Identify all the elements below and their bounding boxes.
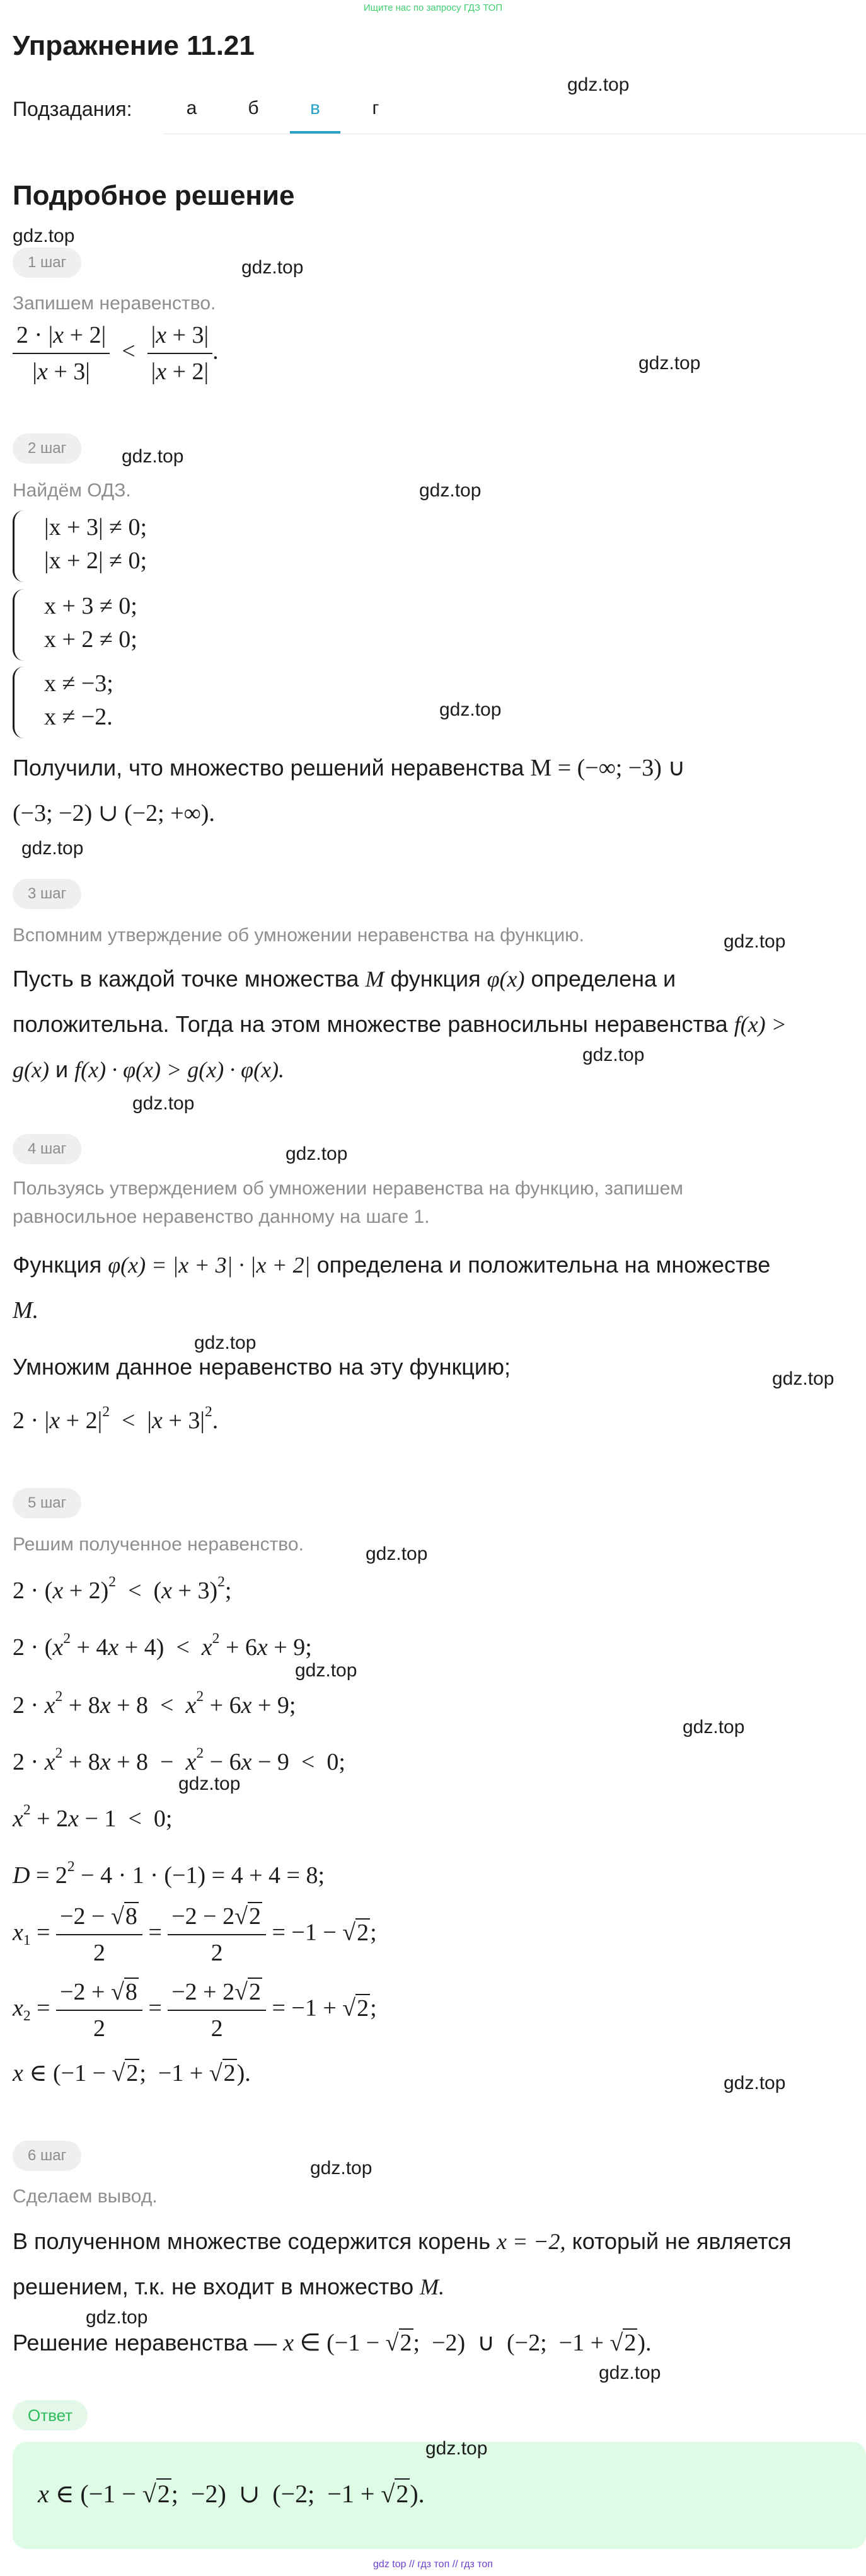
watermark: gdz.top <box>310 2158 372 2178</box>
watermark: gdz.top <box>439 699 502 720</box>
step-badge-5: 5 шаг <box>13 1488 81 1518</box>
tab-g[interactable]: г <box>372 98 379 118</box>
system-3-line-1: x ≠ −3; <box>44 670 113 697</box>
step-6-line-3: Решение неравенства — x ∈ (−1 − √2; −2) ∪ (−2; −1 + √2). <box>13 2330 652 2356</box>
page-title: Упражнение 11.21 <box>13 30 255 61</box>
watermark: gdz.top <box>295 1660 357 1681</box>
watermark: gdz.top <box>425 2438 488 2459</box>
system-1-line-2: |x + 2| ≠ 0; <box>44 547 147 574</box>
answer-expression: x ∈ (−1 − √2; −2) ∪ (−2; −1 + √2). <box>38 2480 425 2508</box>
step-4-set: M. <box>13 1297 39 1324</box>
step-5-line-2: $2 \cdot (x^2 + 4x + 4) < x^2 + 6x + 9$; <box>13 1630 312 1661</box>
step-5-line-1: $2 \cdot (x + 2)^2 < (x + 3)^2$; <box>13 1574 232 1604</box>
step-4-result: $2 \cdot |x + 2|^2 < |x + 3|^2$. <box>13 1404 219 1434</box>
step-badge-6: 6 шаг <box>13 2141 81 2171</box>
step-2-result-line-2: (−3; −2) ∪ (−2; +∞). <box>13 800 215 827</box>
step-4-hint-2: равносильное неравенство данному на шаге 1. <box>13 1206 430 1227</box>
step-5-root-1: $x_1$ = $\frac{-2 - √8}{2}$ = $\frac{-2 - 2√2}{2}$ = −1 − √2; <box>13 1903 377 1966</box>
step-2-result-line-1: Получили, что множество решений неравенства M = (−∞; −3) ∪ <box>13 755 686 781</box>
watermark: gdz.top <box>286 1143 348 1164</box>
solution-title: Подробное решение <box>13 180 295 211</box>
system-brace <box>13 667 25 738</box>
watermark: gdz.top <box>724 2073 786 2093</box>
watermark: gdz.top <box>122 446 184 467</box>
system-3-line-2: x ≠ −2. <box>44 704 113 730</box>
active-tab-indicator <box>290 131 340 134</box>
system-2-line-2: x + 2 ≠ 0; <box>44 626 137 653</box>
answer-badge: Ответ <box>13 2400 88 2430</box>
step-2-hint: Найдём ОДЗ. <box>13 480 131 501</box>
step-badge-3: 3 шаг <box>13 879 81 909</box>
step-5-root-2: $x_2$ = $\frac{-2 + √8}{2}$ = $\frac{-2 + 2√2}{2}$ = −1 + √2; <box>13 1979 377 2042</box>
step-5-hint: Решим полученное неравенство. <box>13 1534 304 1555</box>
step-1-inequality: $\frac{2 \cdot |x + 2|}{|x + 3|}$ < $\frac{|x + 3|}{|x + 2|}$ . <box>13 321 219 386</box>
step-3-line-1: Пусть в каждой точке множества M функция φ(x) определена и <box>13 966 676 992</box>
system-1-line-1: |x + 3| ≠ 0; <box>44 514 147 541</box>
footer-links[interactable]: gdz top // гдз топ // гдз топ <box>373 2559 493 2570</box>
watermark: gdz.top <box>772 1368 834 1389</box>
system-2-line-1: x + 3 ≠ 0; <box>44 593 137 619</box>
watermark: gdz.top <box>178 1773 241 1794</box>
step-6-line-2: решением, т.к. не входит в множество M. <box>13 2274 445 2299</box>
system-brace <box>13 510 25 582</box>
step-1-hint: Запишем неравенство. <box>13 293 216 314</box>
step-4-hint-1: Пользуясь утверждением об умножении неравенства на функцию, запишем <box>13 1178 683 1199</box>
step-3-line-2: положительна. Тогда на этом множестве равносильны неравенства f(x) > <box>13 1011 787 1037</box>
step-6-hint: Сделаем вывод. <box>13 2186 158 2207</box>
watermark: gdz.top <box>194 1332 257 1353</box>
watermark: gdz.top <box>567 74 630 95</box>
step-3-hint: Вспомним утверждение об умножении неравенства на функцию. <box>13 925 584 946</box>
watermark: gdz.top <box>419 480 482 501</box>
watermark: gdz.top <box>599 2362 661 2383</box>
step-badge-1: 1 шаг <box>13 248 81 278</box>
step-5-line-4: $2 \cdot x^2 + 8x + 8 - x^2 - 6x - 9 < 0$; <box>13 1745 345 1775</box>
watermark: gdz.top <box>683 1717 745 1737</box>
step-badge-4: 4 шаг <box>13 1134 81 1164</box>
step-5-line-3: $2 \cdot x^2 + 8x + 8 < x^2 + 6x + 9$; <box>13 1688 296 1719</box>
step-5-interval: x ∈ (−1 − √2; −1 + √2). <box>13 2060 251 2087</box>
step-3-line-3: g(x) и f(x) · φ(x) > g(x) · φ(x). <box>13 1056 285 1082</box>
step-badge-2: 2 шаг <box>13 433 81 464</box>
watermark: gdz.top <box>366 1543 428 1564</box>
watermark: gdz.top <box>132 1093 195 1114</box>
step-5-discriminant: $D = 2^2 - 4 \cdot 1 \cdot (-1) = 4 + 4 = 8$; <box>13 1858 325 1889</box>
watermark: gdz.top <box>582 1045 645 1065</box>
tab-v[interactable]: в <box>310 98 320 118</box>
watermark: gdz.top <box>86 2307 148 2328</box>
step-5-line-5: $x^2 + 2x - 1 < 0$; <box>13 1802 173 1832</box>
system-brace <box>13 589 25 661</box>
step-6-line-1: В полученном множестве содержится корень x = −2, который не является <box>13 2228 792 2254</box>
tab-b[interactable]: б <box>248 98 259 118</box>
watermark: gdz.top <box>724 931 786 952</box>
watermark: gdz.top <box>638 353 701 374</box>
search-hint-banner[interactable]: Ищите нас по запросу ГДЗ ТОП <box>363 3 503 13</box>
watermark: gdz.top <box>21 838 84 859</box>
tab-a[interactable]: а <box>186 98 197 118</box>
subtasks-label: Подзадания: <box>13 98 132 120</box>
step-4-function-line: Функция φ(x) = |x + 3| · |x + 2| определена и положительна на множестве <box>13 1252 771 1278</box>
watermark: gdz.top <box>241 257 304 278</box>
watermark: gdz.top <box>13 226 75 246</box>
step-4-multiply-text: Умножим данное неравенство на эту функцию; <box>13 1354 511 1380</box>
